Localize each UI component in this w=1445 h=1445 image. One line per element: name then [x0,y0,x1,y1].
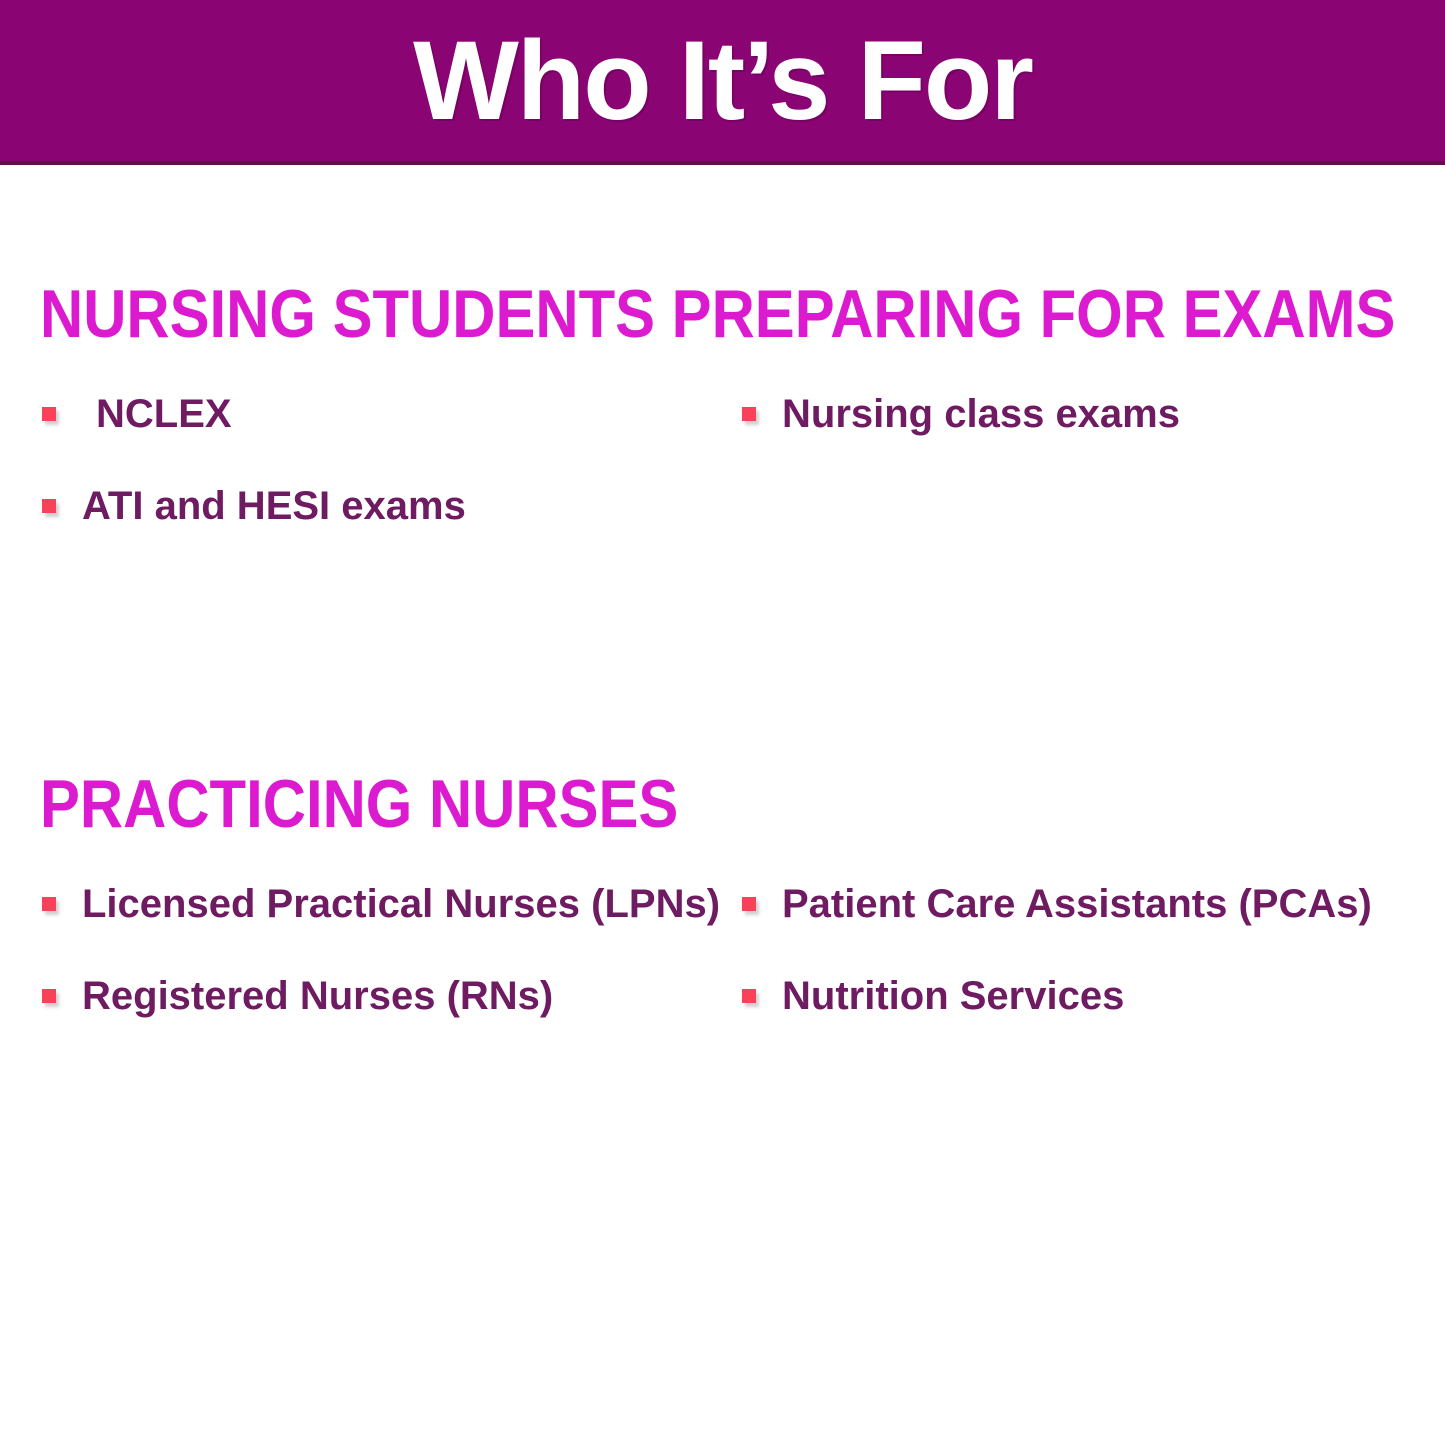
list-item-label: ATI and HESI exams [82,484,466,528]
list-item [42,972,742,1020]
bullet-square-icon [742,407,756,421]
bullet-square-icon [42,989,56,1003]
list-item [42,482,742,530]
list-item [42,390,742,438]
nursing-students-list [42,390,1422,530]
list-item-label: Nutrition Services [782,974,1125,1018]
list-item [742,880,1422,928]
list-item-label: NCLEX [96,392,232,436]
bullet-square-icon [742,897,756,911]
header-banner [0,0,1445,165]
bullet-square-icon [742,989,756,1003]
list-item-label: Licensed Practical Nurses (LPNs) [82,882,721,926]
page-title: Who It’s For [413,17,1032,143]
bullet-square-icon [42,499,56,513]
list-item-label: Nursing class exams [782,392,1180,436]
list-item-label: Registered Nurses (RNs) [82,974,554,1018]
list-item-label: Patient Care Assistants (PCAs) [782,882,1372,926]
bullet-square-icon [42,897,56,911]
list-item [42,880,742,928]
section-heading-practicing-nurses: PRACTICING NURSES [40,766,679,842]
list-item [742,390,1422,438]
list-item [742,972,1422,1020]
section-heading-nursing-students: NURSING STUDENTS PREPARING FOR EXAMS [40,276,1396,352]
practicing-nurses-list [42,880,1422,1020]
bullet-square-icon [42,407,56,421]
